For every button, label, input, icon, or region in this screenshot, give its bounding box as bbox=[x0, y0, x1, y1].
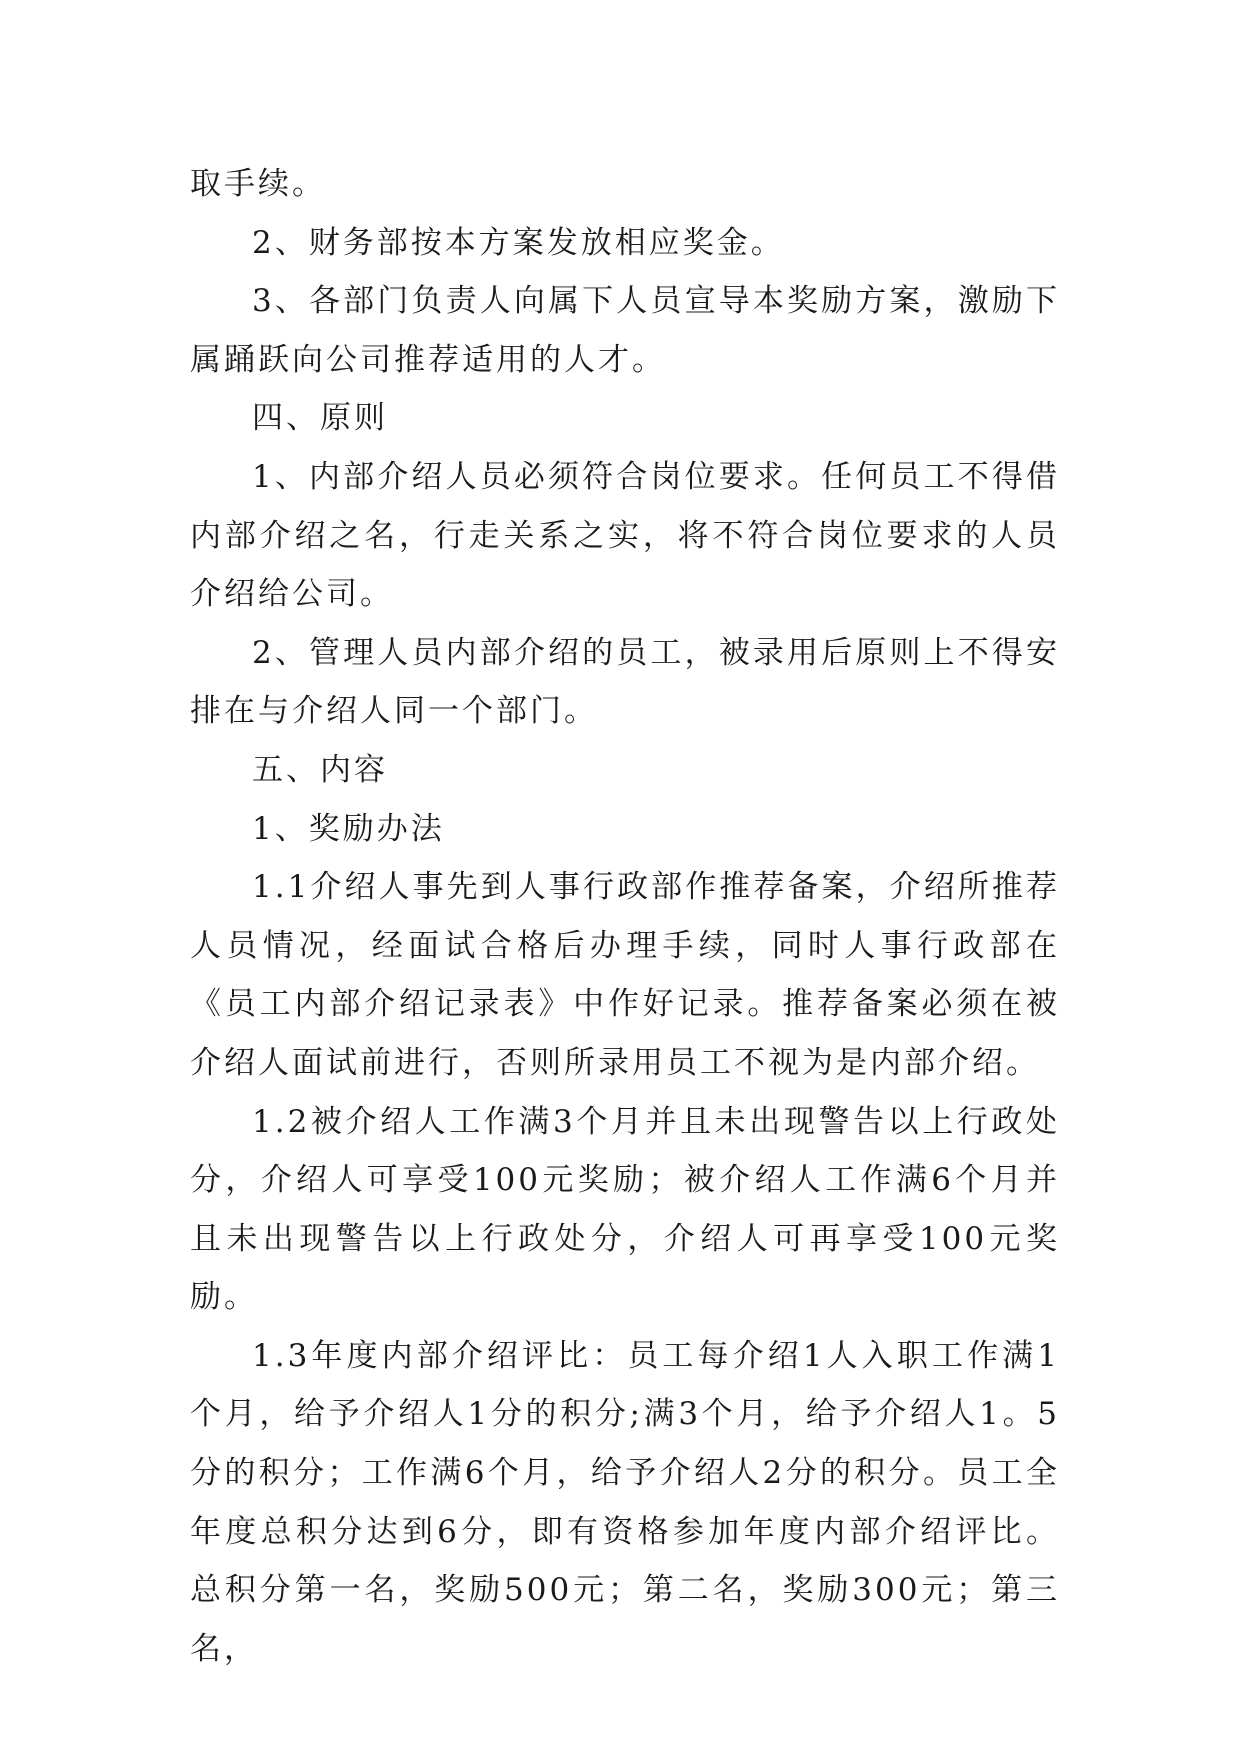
paragraph-1-3: 1.3年度内部介绍评比：员工每介绍1人入职工作满1个月，给予介绍人1分的积分;满3个月，给予介绍人1。5分的积分；工作满6个月，给予介绍人2分的积分。员工全年度总积分达到6分，即有资格参加年度内部介绍评比。总积分第一名，奖励500元；第二名，奖励300元；第三名， bbox=[190, 1337, 1060, 1667]
paragraph-1-1: 1.1介绍人事先到人事行政部作推荐备案，介绍所推荐人员情况，经面试合格后办理手续，同时人事行政部在《员工内部介绍记录表》中作好记录。推荐备案必须在被介绍人面试前进行，否则所录用员工不视为是内部介绍。 bbox=[190, 869, 1060, 1081]
document-body bbox=[190, 155, 1060, 1678]
paragraph-finance-bonus: 2、财务部按本方案发放相应奖金。 bbox=[252, 224, 785, 261]
paragraph-principle-2: 2、管理人员内部介绍的员工，被录用后原则上不得安排在与介绍人同一个部门。 bbox=[190, 634, 1060, 730]
section-heading-content: 五、内容 bbox=[252, 751, 388, 788]
paragraph-department-promotion: 3、各部门负责人向属下人员宣导本奖励方案，激励下属踊跃向公司推荐适用的人才。 bbox=[190, 283, 1060, 378]
paragraph-1-2: 1.2被介绍人工作满3个月并且未出现警告以上行政处分，介绍人可享受100元奖励；被介绍人工作满6个月并且未出现警告以上行政处分，介绍人可再享受100元奖励。 bbox=[190, 1103, 1060, 1316]
paragraph-principle-1: 1、内部介绍人员必须符合岗位要求。任何员工不得借内部介绍之名，行走关系之实，将不符合岗位要求的人员介绍给公司。 bbox=[190, 458, 1060, 613]
paragraph-continuation: 取手续。 bbox=[190, 166, 326, 202]
subheading-reward-method: 1、奖励办法 bbox=[252, 810, 445, 847]
section-heading-principles: 四、原则 bbox=[252, 400, 388, 437]
